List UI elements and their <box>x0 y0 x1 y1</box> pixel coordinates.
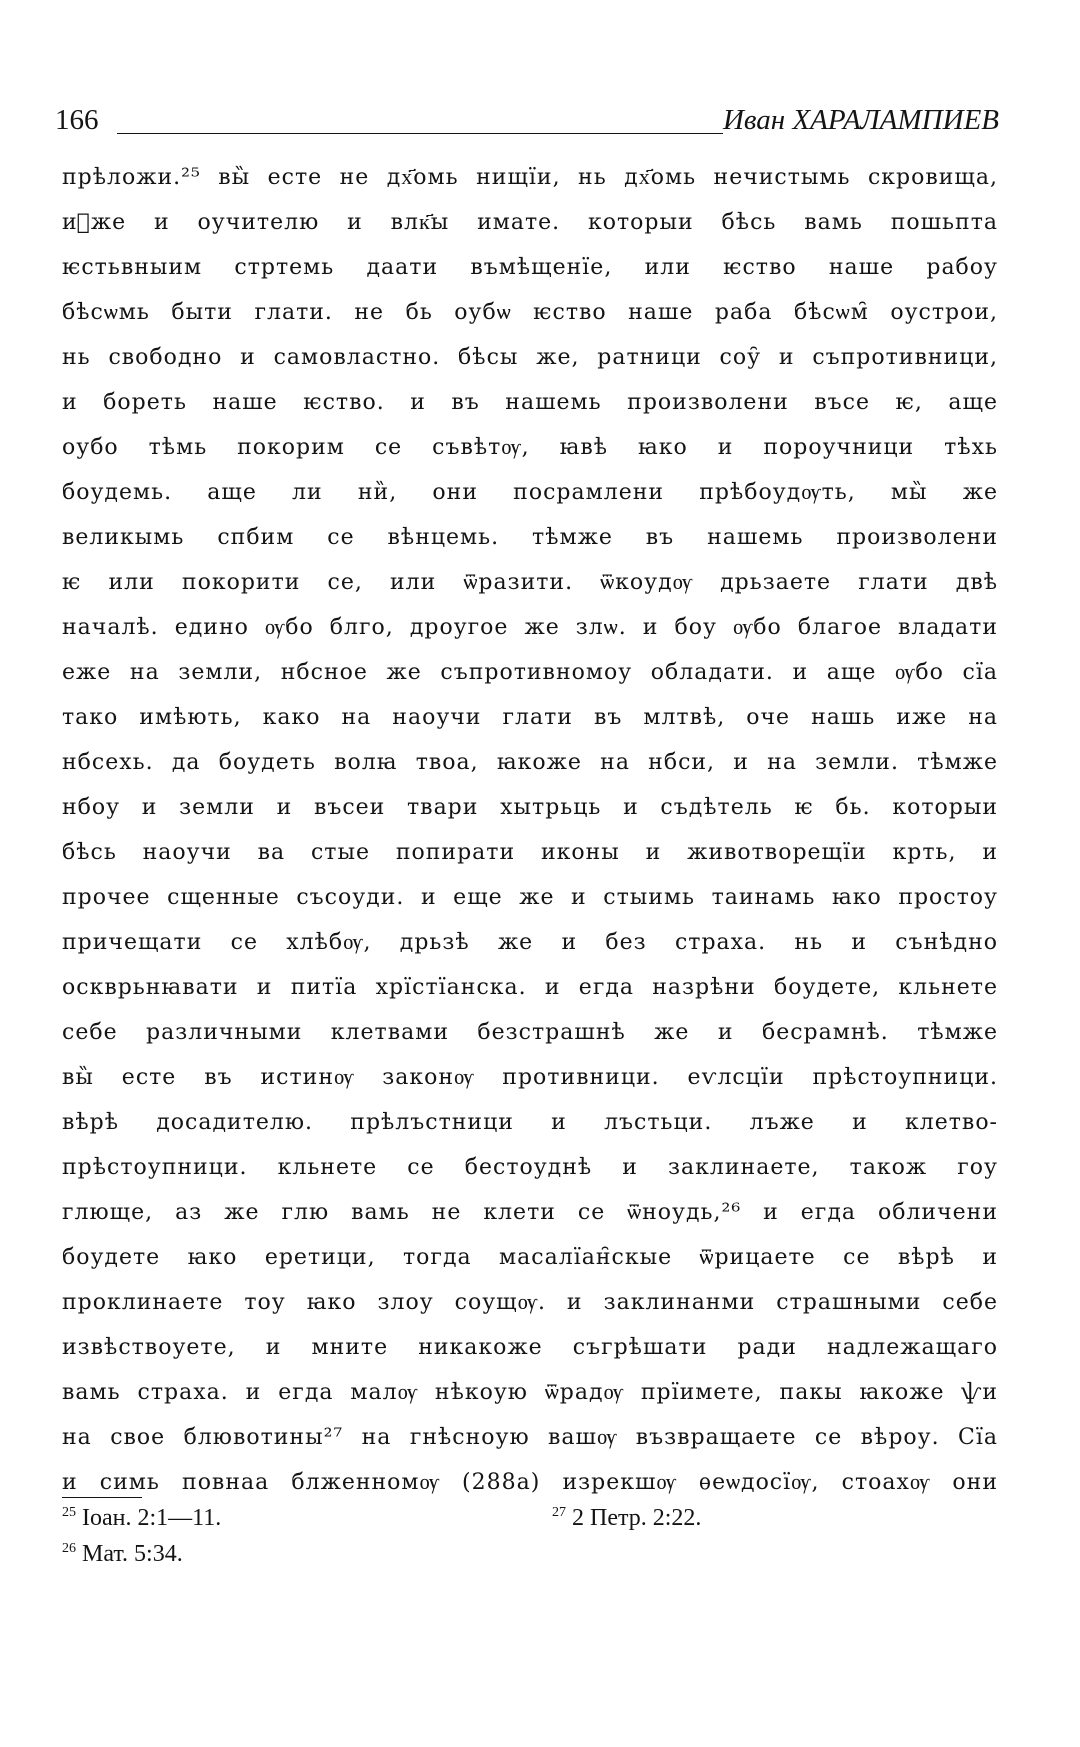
text-line: и бореть наше ѥство. и въ нашемь произволени въсе ѥ, аще <box>62 390 998 415</box>
text-line: ѥстьвныим стртемь даати въмѣщенїе, или ѥство наше рабоу <box>62 255 998 280</box>
text-line: оубо тѣмь покорим се съвѣтѹ, ꙗвѣ ꙗко и пороучници тѣхь <box>62 435 998 460</box>
text-line: нь свободно и самовластно. бѣсы же, ратници соу̑ и съпротивници, <box>62 345 998 370</box>
running-title: Иван ХАРАЛАМПИЕВ <box>722 104 999 136</box>
footnote-rule <box>62 1497 142 1498</box>
text-line: причещати се хлѣбѹ, дрьзѣ же и без страха. нь и сънѣдно <box>62 930 998 955</box>
text-line: вѣрѣ досадителю. прѣлъстници и лъстьци. лъже и клетво- <box>62 1110 998 1135</box>
text-line: боудете ꙗко еретици, тогда масалїан̑скые ѿрицаете се вѣрѣ и <box>62 1245 998 1270</box>
text-line: ѥ или покорити се, или ѿразити. ѿкоудѹ дрьзаете глати двѣ <box>62 570 998 595</box>
footnote-text: 2 Петр. 2:22. <box>572 1505 702 1531</box>
text-line: прочее сщенные съсоуди. и еще же и стыимь таинамь ꙗко простоу <box>62 885 998 910</box>
footnote-26 <box>62 1541 183 1568</box>
text-line: бѣсь наоучи ва стые попирати иконы и животворещїи крть, и <box>62 840 998 865</box>
text-line: тако имѣють, како на наоучи глати въ млтвѣ, оче нашь иже на <box>62 705 998 730</box>
text-line: и симь повнаа блженномѹ (288а) изрекшѹ ѳеѡдосїѹ, стоахѹ они <box>62 1470 998 1495</box>
text-line: вамь страха. и егда малѹ нѣкоую ѿрадѹ прїимете, пакы ꙗкоже ѱи <box>62 1380 998 1405</box>
body-text <box>62 155 998 1505</box>
page-header <box>55 104 999 148</box>
text-line: прѣложи.²⁵ вы̏ есте не дх҃омь нищїи, нь дх҃омь нечистымь скровища, <box>62 165 998 190</box>
text-line: еже на земли, нбсное же съпротивномоу обладати. и аще ѹбо сїа <box>62 660 998 685</box>
text-line: проклинаете тоу ꙗко злоу соущѹ. и заклинанми страшными себе <box>62 1290 998 1315</box>
text-line: глюще, аз же глю вамь не клети се ѿноудь,²⁶ и егда обличени <box>62 1200 998 1225</box>
text-line: началѣ. едино ѹбо блго, дроугое же злѡ. и боу ѹбо благое владати <box>62 615 998 640</box>
text-line: иⷯже и оучителю и влк҃ы имате. которыи бѣсь вамь пошьпта <box>62 210 998 235</box>
text-line: великымь спбим се вѣнцемь. тѣмже въ нашемь произволени <box>62 525 998 550</box>
footnote-marker: 26 <box>62 1541 76 1556</box>
text-line: боудемь. аще ли ни̏, они посрамлени прѣбоудѹть, мы̏ же <box>62 480 998 505</box>
text-line: вы̏ есте въ истинѹ законѹ противници. еѵлсцїи прѣстоупници. <box>62 1065 998 1090</box>
text-line: нбоу и земли и въсеи твари хытрьць и съдѣтель ѥ бь. которыи <box>62 795 998 820</box>
page-number: 166 <box>55 104 99 136</box>
footnote-marker: 27 <box>552 1505 566 1520</box>
footnote-marker: 25 <box>62 1505 76 1520</box>
text-line: нбсехь. да боудеть волꙗ твоа, ꙗкоже на нбси, и на земли. тѣмже <box>62 750 998 775</box>
footnote-27 <box>552 1505 701 1532</box>
text-line: бѣсѡмь быти глати. не бь оубѡ ѥство наше раба бѣсѡм̑ оустрои, <box>62 300 998 325</box>
header-rule <box>117 133 723 134</box>
footnote-25 <box>62 1505 221 1532</box>
text-line: прѣстоупници. кльнете се бестоуднѣ и заклинаете, також гоу <box>62 1155 998 1180</box>
text-line: на свое блювотины²⁷ на гнѣсноую вашѹ възвращаете се вѣроу. Сїа <box>62 1425 998 1450</box>
footnote-text: Мат. 5:34. <box>82 1541 183 1567</box>
footnote-text: Іоан. 2:1—11. <box>82 1505 222 1531</box>
text-line: оскврьнꙗвати и питїа хрїстїанска. и егда назрѣни боудете, кльнете <box>62 975 998 1000</box>
text-line: извѣствоуете, и мните никакоже съгрѣшати ради надлежащаго <box>62 1335 998 1360</box>
text-line: себе различными клетвами безстрашнѣ же и бесрамнѣ. тѣмже <box>62 1020 998 1045</box>
footnotes <box>62 1505 998 1585</box>
